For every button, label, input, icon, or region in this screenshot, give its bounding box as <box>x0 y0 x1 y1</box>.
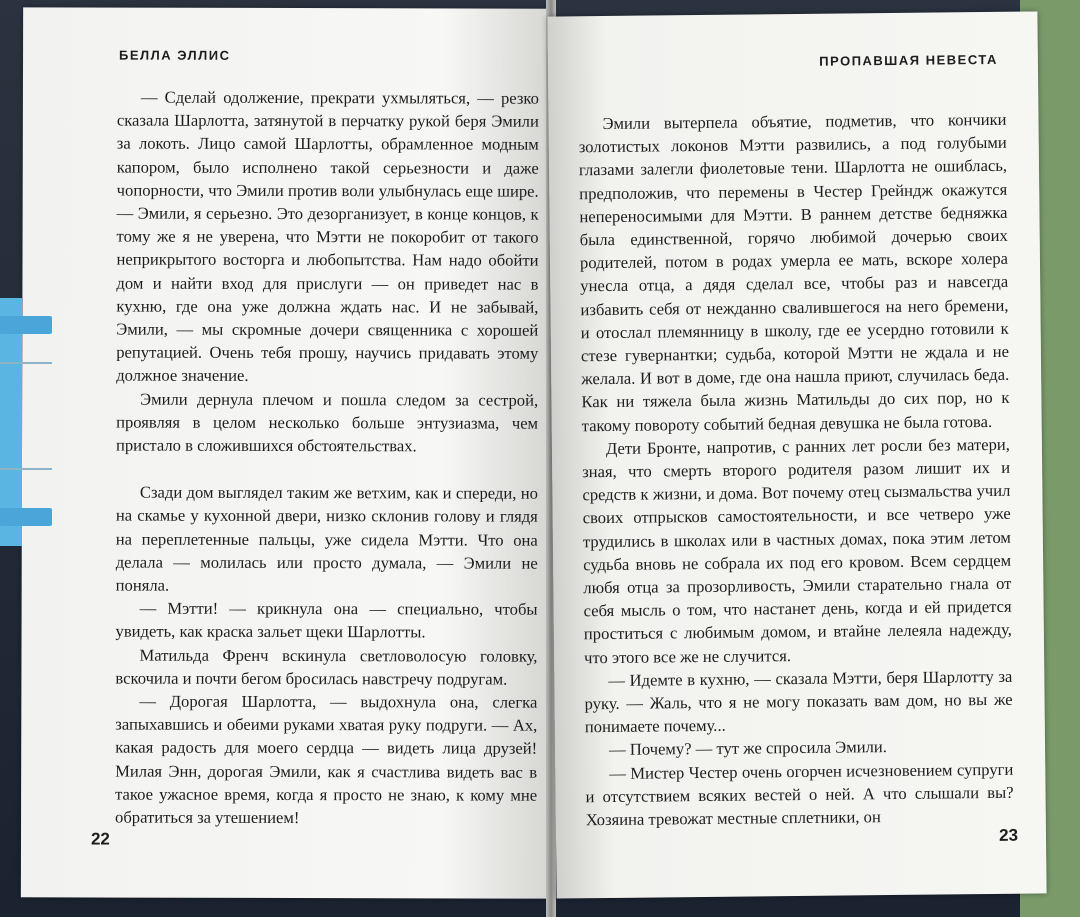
left-page-text <box>115 86 539 830</box>
paragraph: Дети Бронте, напротив, с ранних лет росли без матери, зная, что смерть второго родителя разом лишит их и средств к жизни, и дома. Вот почему отец сызмальства учил своих отпрысков самостоятельности, и все четверо уже трудились в школах или в частных домах, пока этим летом судьба вновь не собрала их под его кровом. Всем сердцем любя отца за прозорливость, Эмили старательно гнала от себя мысль о том, что настанет день, когда и ей придется проститься с любимым домом, и втайне лелеяла надежду, что этого все же не случится. <box>582 434 1012 667</box>
left-running-head: БЕЛЛА ЭЛЛИС <box>119 47 231 63</box>
paragraph: — Мистер Честер очень огорчен исчезновением супруги и отсутствием всяких вестей о ней. А что слышали вы? Хозяина тревожат местные сплетники, он <box>585 759 1014 830</box>
binder-clip-jaw <box>0 316 52 334</box>
binder-clip <box>0 298 56 546</box>
right-page-number: 23 <box>998 825 1019 845</box>
right-running-head: ПРОПАВШАЯ НЕВЕСТА <box>819 51 998 69</box>
binder-clip-wire <box>0 362 52 364</box>
right-page-text <box>578 108 1014 832</box>
paragraph: Эмили дернула плечом и пошла следом за сестрой, проявляя в целом несколько больше энтузиазма, чем пристало в сложившихся обстоятельствах. <box>115 389 539 456</box>
paragraph: — Идемте в кухню, — сказала Мэтти, беря Шарлотту за руку. — Жаль, что я не могу показать вам дом, но вы же понимаете почему... <box>584 666 1013 737</box>
paragraph: — Мэтти! — крикнула она — специально, чтобы увидеть, как краска зальет щеки Шарлотты. <box>115 598 538 642</box>
left-page <box>21 7 549 898</box>
paragraph: Эмили вытерпела объятие, подметив, что кончики золотистых локонов Мэтти развились, а под голубыми глазами залегли фиолетовые тени. Шарлотта не ошиблась, предположив, что перемены в Честер Грейндж окажутся непереносимыми для Мэтти. В раннем детстве бедняжка была единственной, горячо любимой дочерью своих родителей, потом в родах умерла ее мать, вскоре холера унесла отца, а дядя сделал все, чтобы раз и навсегда избавить себя от нежданно свалившегося на него бремени, и отослал племянницу в школу, где ее усердно готовили к стезе гувернантки; судьба, которой Мэтти не ждала и не желала. И вот в доме, где она нашла приют, случилась беда. Как ни тяжела была жизнь Матильды до сих пор, но к такому повороту событий бедная девушка не была готова. <box>578 109 1010 435</box>
paragraph: — Сделай одолжение, прекрати ухмыляться, — резко сказала Шарлотта, затянутой в перчатку рукой беря Эмили за локоть. Лицо самой Шарлотты, обрамленное модным капором, было исполнено такой серьезности и даже чопорности, что Эмили против воли улыбнулась еще шире. — Эмили, я серьезно. Это дезорганизует, в конце концов, к тому же я не уверена, что Мэтти не покоробит от такого неприкрытого восторга и любопытства. Нам надо обойти дом и найти вход для прислуги — он приведет нас в кухню, где она уже должна ждать нас. И не забывай, Эмили, — мы скромные дочери священника с хорошей репутацией. Очень тебя прошу, научись придавать этому должное значение. <box>116 87 539 386</box>
left-page-number: 22 <box>90 829 110 849</box>
paragraph: Матильда Френч вскинула светловолосую головку, вскочила и почти бегом бросилась навстречу подругам. <box>115 645 538 689</box>
right-page <box>547 11 1046 898</box>
paragraph: Сзади дом выглядел таким же ветхим, как и спереди, но на скамье у кухонной двери, низко склонив голову и глядя на переплетенные пальцы, уже сидела Мэтти. Что она делала — молилась или просто думала, — Эмили не поняла. <box>115 482 538 595</box>
binder-clip-jaw <box>0 508 52 526</box>
paragraph: — Почему? — тут же спросила Эмили. <box>608 737 887 760</box>
binder-clip-wire <box>0 468 52 470</box>
paragraph: — Дорогая Шарлотта, — выдохнула она, слегка запыхавшись и обеими руками хватая руку подруги. — Ах, какая радость для моего сердца — видеть лица друзей! Милая Энн, дорогая Эмили, как я счастлива видеть вас в такое ужасное время, когда я просто не знаю, к кому мне обратиться за утешением! <box>115 691 538 828</box>
